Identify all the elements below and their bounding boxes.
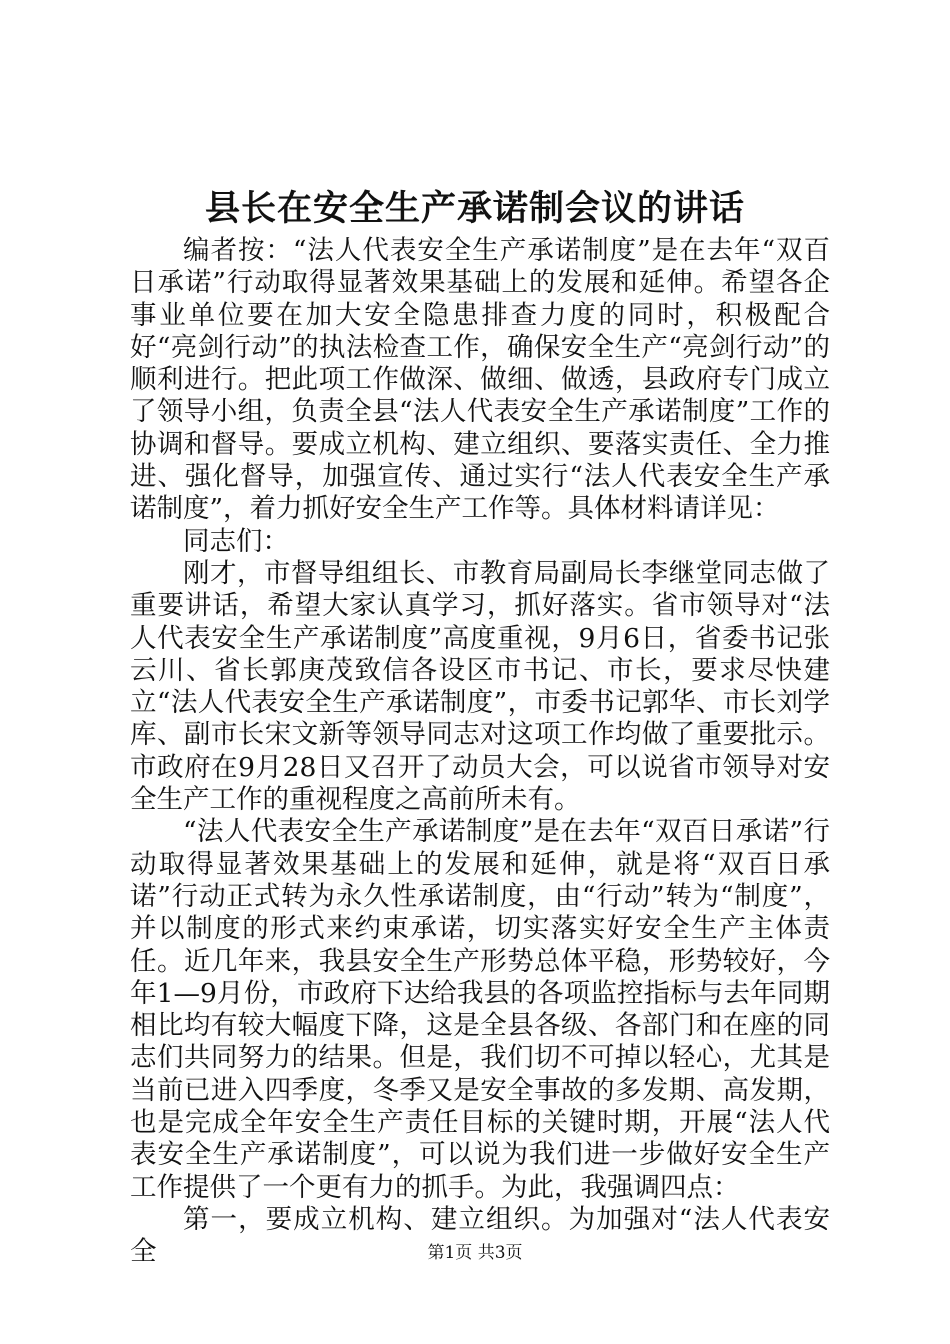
salutation-paragraph: 同志们： <box>183 525 289 557</box>
body-paragraph: 第一，要成立机构、建立组织。为加强对“法人代表安全 <box>130 1203 830 1268</box>
editor-note-paragraph: 编者按：“法人代表安全生产承诺制度”是在去年“双百日承诺”行动取得显著效果基础上的发展和延伸。希望各企事业单位要在加大安全隐患排查力度的同时，积极配合好“亮剑行动”的执法检查工作，确保安全生产“亮剑行动”的顺利进行。把此项工作做深、做细、做透，县政府专门成立了领导小组，负责全县“法人代表安全生产承诺制度”工作的协调和督导。要成立机构、建立组织、要落实责任、全力推进、强化督导，加强宣传、通过实行“法人代表安全生产承诺制度”，着力抓好安全生产工作等。具体材料请详见： <box>130 235 830 525</box>
body-paragraph: “法人代表安全生产承诺制度”是在去年“双百日承诺”行动取得显著效果基础上的发展和延伸，就是将“双百日承诺”行动正式转为永久性承诺制度，由“行动”转为“制度”，并以制度的形式来约束承诺，切实落实好安全生产主体责任。近几年来，我县安全生产形势总体平稳，形势较好，今年1—9月份，市政府下达给我县的各项监控指标与去年同期相比均有较大幅度下降，这是全县各级、各部门和在座的同志们共同努力的结果。但是，我们切不可掉以轻心，尤其是当前已进入四季度，冬季又是安全事故的多发期、高发期，也是完成全年安全生产责任目标的关键时期，开展“法人代表安全生产承诺制度”，可以说为我们进一步做好安全生产工作提供了一个更有力的抓手。为此，我强调四点： <box>130 816 830 1203</box>
page-footer: 第1页 共3页 <box>427 1243 523 1263</box>
body-paragraph: 刚才，市督导组组长、市教育局副局长李继堂同志做了重要讲话，希望大家认真学习，抓好落实。省市领导对“法人代表安全生产承诺制度”高度重视，9月6日，省委书记张云川、省长郭庚茂致信各设区市书记、市长，要求尽快建立“法人代表安全生产承诺制度”，市委书记郭华、市长刘学库、副市长宋文新等领导同志对这项工作均做了重要批示。市政府在9月28日又召开了动员大会，可以说省市领导对安全生产工作的重视程度之高前所未有。 <box>130 557 830 816</box>
document-title: 县长在安全生产承诺制会议的讲话 <box>204 188 745 229</box>
document-body <box>130 235 830 1269</box>
